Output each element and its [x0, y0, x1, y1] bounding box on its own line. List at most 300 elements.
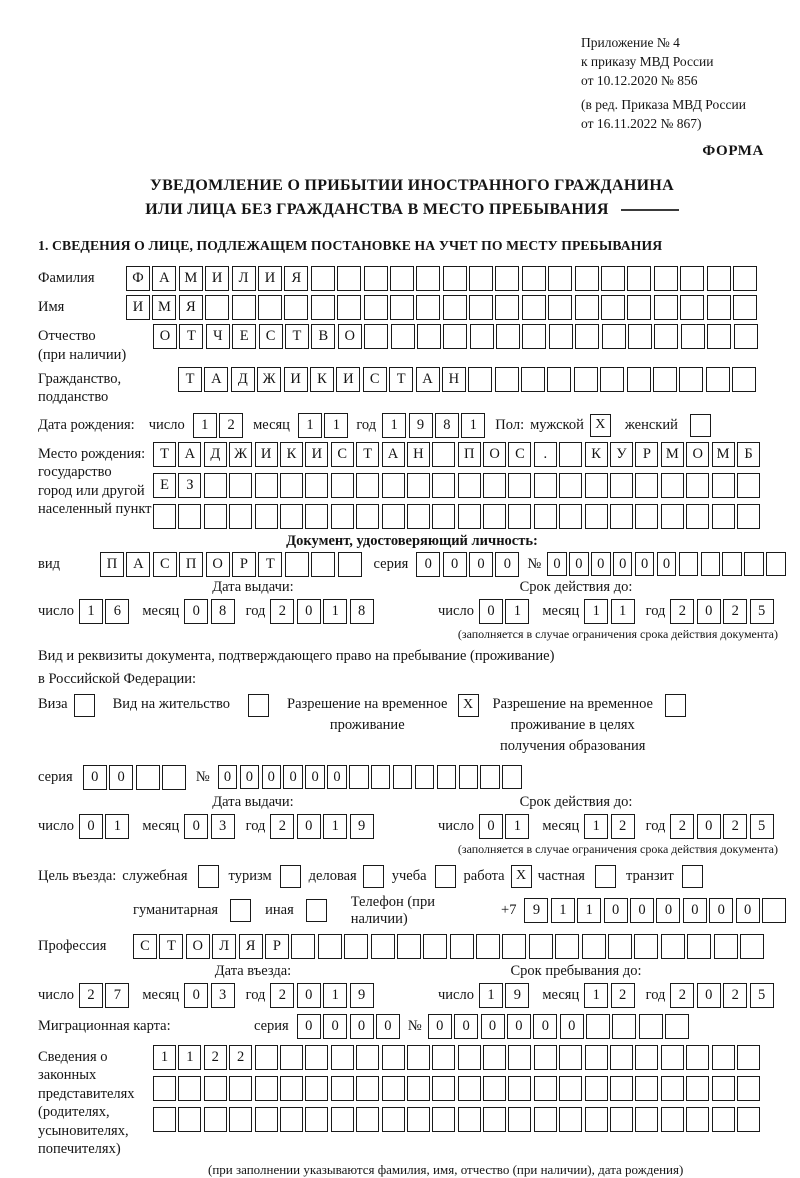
form-cell — [627, 367, 651, 392]
title-underline — [621, 209, 679, 211]
form-cell: 1 — [323, 814, 347, 839]
form-cell: М — [712, 442, 735, 467]
form-cell — [737, 504, 760, 529]
form-cell: Т — [389, 367, 413, 392]
form-cell — [635, 1045, 658, 1070]
form-cell — [585, 1045, 608, 1070]
doc-issue-title: Дата выдачи: — [212, 578, 294, 595]
form-cell — [635, 504, 658, 529]
form-cell — [337, 266, 361, 291]
form-cell — [338, 552, 362, 577]
form-cell — [204, 473, 227, 498]
form-cell — [153, 1107, 176, 1132]
residence-issue-col — [38, 794, 412, 857]
form-cell — [459, 765, 479, 789]
entry-year-cells[interactable] — [270, 983, 373, 1008]
firstname-cells[interactable] — [126, 295, 757, 320]
doc-valid-day-cells[interactable] — [479, 599, 529, 624]
form-cell — [458, 504, 481, 529]
citizenship-label-line1: Гражданство, — [38, 370, 122, 387]
form-cell: 2 — [219, 413, 243, 438]
form-cell — [407, 1045, 430, 1070]
form-cell — [280, 473, 303, 498]
form-cell: 2 — [670, 599, 694, 624]
form-cell — [344, 934, 368, 959]
form-cell: С — [508, 442, 531, 467]
form-cell — [291, 934, 315, 959]
form-cell — [661, 504, 684, 529]
visa-label: Виза — [38, 695, 68, 712]
form-cell — [744, 552, 764, 576]
residence-valid-month-cells[interactable] — [584, 814, 634, 839]
day-word: число — [438, 817, 474, 834]
form-cell — [680, 295, 704, 320]
surname-cells[interactable] — [126, 266, 757, 291]
purpose-official-label: служебная — [122, 867, 188, 884]
annex-amendment-line: от 16.11.2022 № 867) — [581, 115, 702, 131]
form-cell — [635, 1107, 658, 1132]
day-word: число — [38, 817, 74, 834]
form-cell — [382, 1076, 405, 1101]
form-cell: 2 — [611, 814, 635, 839]
form-cell — [635, 1076, 658, 1101]
day-word: число — [38, 986, 74, 1003]
birth-year-cells[interactable] — [382, 413, 485, 438]
residence-doc-intro1: Вид и реквизиты документа, подтверждающего право на пребывание (проживание) — [38, 647, 555, 664]
form-cell — [712, 1076, 735, 1101]
form-cell — [229, 1076, 252, 1101]
firstname-row — [38, 295, 786, 320]
birth-place-label-line3: город или другой — [38, 482, 145, 499]
form-cell — [722, 552, 742, 576]
form-cell: П — [179, 552, 203, 577]
entry-month-cells[interactable] — [184, 983, 234, 1008]
form-cell: 2 — [670, 983, 694, 1008]
form-cell: Ж — [229, 442, 252, 467]
residence-permit-label: Вид на жительство — [112, 695, 231, 712]
residence-doc-dates — [38, 794, 786, 857]
form-cell — [305, 504, 328, 529]
form-cell — [665, 1014, 689, 1039]
purpose-tourism-checkbox[interactable] — [280, 865, 301, 888]
form-cell — [305, 1045, 328, 1070]
form-cell: 1 — [323, 599, 347, 624]
form-cell: 0 — [184, 814, 208, 839]
representatives-label-line6: попечителях) — [38, 1141, 121, 1158]
residence-valid-title: Срок действия до: — [519, 793, 633, 810]
form-cell: Т — [285, 324, 309, 349]
form-cell: 0 — [184, 599, 208, 624]
form-cell — [458, 1107, 481, 1132]
form-cell — [559, 473, 582, 498]
form-cell — [356, 1045, 379, 1070]
form-cell — [331, 473, 354, 498]
purpose-other-checkbox[interactable] — [306, 899, 327, 922]
form-cell: 1 — [461, 413, 485, 438]
rvp-checkbox[interactable]: X — [458, 694, 479, 717]
rvp-education-checkbox[interactable] — [665, 694, 686, 717]
form-cell — [258, 295, 282, 320]
migration-number-cells[interactable] — [428, 1014, 690, 1039]
form-cell — [476, 934, 500, 959]
form-cell — [280, 1076, 303, 1101]
representatives-cells-block — [153, 1045, 760, 1132]
purpose-private-label: частная — [537, 867, 585, 884]
form-cell — [635, 473, 658, 498]
form-cell: 0 — [83, 765, 107, 790]
form-cell: Р — [635, 442, 658, 467]
form-cell: Я — [179, 295, 203, 320]
residence-valid-note: (заполняется в случае ограничения срока действия документа) — [457, 841, 778, 856]
form-cell — [575, 324, 599, 349]
form-cell — [443, 266, 467, 291]
form-cell — [178, 1076, 201, 1101]
form-cell — [280, 1045, 303, 1070]
representatives-cells-line2[interactable] — [153, 1076, 760, 1101]
day-word: число — [438, 602, 474, 619]
birth-place-cells-line3[interactable] — [153, 504, 760, 529]
form-cell — [468, 367, 492, 392]
form-cell — [737, 473, 760, 498]
form-cell — [469, 266, 493, 291]
form-cell — [612, 1014, 636, 1039]
entry-day-cells[interactable] — [79, 983, 129, 1008]
form-cell — [407, 1107, 430, 1132]
representatives-cells-line1[interactable] — [153, 1045, 760, 1070]
stay-until-year-cells[interactable] — [670, 983, 773, 1008]
doc-number-cells[interactable] — [547, 552, 785, 576]
form-cell: К — [585, 442, 608, 467]
annex-line: к приказу МВД России — [581, 53, 714, 69]
form-cell — [407, 473, 430, 498]
form-cell — [382, 504, 405, 529]
form-cell: Р — [232, 552, 256, 577]
form-cell — [382, 1045, 405, 1070]
form-cell: И — [305, 442, 328, 467]
purpose-business-checkbox[interactable] — [363, 865, 384, 888]
form-cell — [582, 934, 606, 959]
form-cell: Ж — [257, 367, 281, 392]
rvp-education-label — [493, 694, 653, 757]
form-cell — [601, 295, 625, 320]
form-cell: 9 — [524, 898, 548, 923]
residence-valid-year-cells[interactable] — [670, 814, 773, 839]
form-cell: 9 — [350, 983, 374, 1008]
form-cell: П — [100, 552, 124, 577]
purpose-transit-checkbox[interactable] — [682, 865, 703, 888]
form-cell — [458, 1045, 481, 1070]
form-cell: Я — [239, 934, 263, 959]
form-cell — [153, 1076, 176, 1101]
patronymic-label-line2: (при наличии) — [38, 347, 127, 363]
form-cell: 2 — [204, 1045, 227, 1070]
form-cell: И — [284, 367, 308, 392]
birth-date-label: Дата рождения: — [38, 416, 135, 433]
doc-valid-year-cells[interactable] — [670, 599, 773, 624]
form-cell: 0 — [218, 765, 238, 789]
form-cell — [417, 324, 441, 349]
doc-valid-month-cells[interactable] — [584, 599, 634, 624]
residence-valid-day-cells[interactable] — [479, 814, 529, 839]
form-cell — [432, 1107, 455, 1132]
form-cell: 0 — [305, 765, 325, 789]
birth-place-cells-block — [153, 442, 760, 529]
form-cell — [407, 504, 430, 529]
form-cell: 0 — [479, 814, 503, 839]
form-cell — [575, 295, 599, 320]
form-cell — [610, 1045, 633, 1070]
form-cell: 1 — [79, 599, 103, 624]
form-cell — [661, 1107, 684, 1132]
form-cell — [178, 1107, 201, 1132]
form-cell — [483, 504, 506, 529]
form-cell — [547, 367, 571, 392]
stay-until-title: Срок пребывания до: — [510, 962, 642, 979]
doc-series-cells[interactable] — [416, 552, 519, 577]
form-cell — [450, 934, 474, 959]
form-cell: С — [153, 552, 177, 577]
form-cell: 1 — [298, 413, 322, 438]
form-cell: 0 — [297, 599, 321, 624]
form-cell — [679, 367, 703, 392]
form-cell: 0 — [428, 1014, 452, 1039]
form-cell: 0 — [283, 765, 303, 789]
doc-issue-month-cells[interactable] — [184, 599, 234, 624]
form-cell: 2 — [670, 814, 694, 839]
form-cell: 9 — [409, 413, 433, 438]
form-cell: Т — [356, 442, 379, 467]
entry-dates — [38, 963, 786, 1008]
form-cell: 2 — [270, 983, 294, 1008]
form-cell: М — [152, 295, 176, 320]
form-cell: 0 — [533, 1014, 557, 1039]
patronymic-cells[interactable] — [153, 324, 758, 349]
birth-place-cells-line1[interactable] — [153, 442, 760, 467]
form-cell: Т — [159, 934, 183, 959]
form-cell: 0 — [454, 1014, 478, 1039]
form-cell — [627, 295, 651, 320]
visa-checkbox[interactable] — [74, 694, 95, 717]
form-cell — [707, 295, 731, 320]
form-cell: 0 — [416, 552, 440, 577]
form-cell: Е — [153, 473, 176, 498]
form-cell: Н — [407, 442, 430, 467]
stay-until-col — [412, 963, 786, 1008]
form-cell: 0 — [323, 1014, 347, 1039]
form-cell: 0 — [569, 552, 589, 576]
birth-month-cells[interactable] — [298, 413, 348, 438]
phone-cells[interactable] — [524, 898, 786, 923]
form-cell — [529, 934, 553, 959]
birth-day-cells[interactable] — [193, 413, 243, 438]
doc-issue-day-cells[interactable] — [79, 599, 129, 624]
form-cell: И — [126, 295, 150, 320]
day-word: число — [38, 602, 74, 619]
purpose-work-label: работа — [463, 867, 505, 884]
form-cell: А — [204, 367, 228, 392]
form-cell — [480, 765, 500, 789]
patronymic-row — [38, 324, 786, 364]
form-cell — [458, 473, 481, 498]
purpose-private-checkbox[interactable] — [595, 865, 616, 888]
form-cell: 0 — [376, 1014, 400, 1039]
female-checkbox[interactable] — [690, 414, 711, 437]
form-cell — [311, 552, 335, 577]
form-cell — [382, 473, 405, 498]
citizenship-cells[interactable] — [178, 367, 756, 392]
form-cell — [162, 765, 186, 790]
form-cell — [508, 1076, 531, 1101]
form-cell — [534, 504, 557, 529]
form-cell: Т — [179, 324, 203, 349]
residence-permit-checkbox[interactable] — [248, 694, 269, 717]
annex-amendment-line: (в ред. Приказа МВД России — [581, 96, 746, 112]
purpose-work-checkbox[interactable]: X — [511, 865, 532, 888]
form-cell: С — [259, 324, 283, 349]
purpose-humanitarian-checkbox[interactable] — [230, 899, 251, 922]
birth-place-cells-line2[interactable] — [153, 473, 760, 498]
form-cell: А — [126, 552, 150, 577]
form-cell — [255, 1076, 278, 1101]
form-cell: 1 — [611, 599, 635, 624]
form-cell — [559, 504, 582, 529]
form-cell: А — [416, 367, 440, 392]
year-word: год — [645, 986, 666, 1003]
form-cell: 0 — [262, 765, 282, 789]
form-cell: 0 — [479, 599, 503, 624]
month-word: месяц — [542, 602, 580, 619]
male-checkbox[interactable]: X — [590, 414, 611, 437]
month-word: месяц — [253, 416, 290, 433]
form-cell — [470, 324, 494, 349]
form-cell — [549, 324, 573, 349]
form-cell — [575, 266, 599, 291]
migration-number-label: № — [407, 1017, 422, 1034]
form-cell — [423, 934, 447, 959]
section1-heading: 1. СВЕДЕНИЯ О ЛИЦЕ, ПОДЛЕЖАЩЕМ ПОСТАНОВКЕ НА УЧЕТ ПО МЕСТУ ПРЕБЫВАНИЯ — [38, 238, 663, 254]
rvp-label — [287, 694, 447, 736]
form-cell — [634, 934, 658, 959]
purpose-transit-label: транзит — [625, 867, 674, 884]
form-cell: 1 — [584, 599, 608, 624]
form-cell: 0 — [736, 898, 760, 923]
doc-issue-year-cells[interactable] — [270, 599, 373, 624]
residence-issue-year-cells[interactable] — [270, 814, 373, 839]
form-cell — [305, 1107, 328, 1132]
form-cell: 0 — [604, 898, 628, 923]
form-cell: 5 — [750, 599, 774, 624]
form-cell — [508, 1107, 531, 1132]
form-cell: 8 — [350, 599, 374, 624]
form-cell: З — [178, 473, 201, 498]
form-cell: 9 — [505, 983, 529, 1008]
form-cell: О — [686, 442, 709, 467]
form-cell: 0 — [560, 1014, 584, 1039]
form-cell: 0 — [481, 1014, 505, 1039]
purpose-official-checkbox[interactable] — [198, 865, 219, 888]
representatives-label-line5: усыновителях, — [38, 1122, 129, 1139]
form-cell: 2 — [723, 814, 747, 839]
surname-row — [38, 266, 786, 291]
sex-label: Пол: — [495, 416, 525, 433]
residence-number-cells[interactable] — [218, 765, 522, 789]
form-cell: 1 — [551, 898, 575, 923]
form-cell — [508, 1045, 531, 1070]
representatives-label-line4: (родителях, — [38, 1104, 110, 1121]
year-word: год — [645, 602, 666, 619]
form-cell — [331, 1045, 354, 1070]
form-cell — [548, 295, 572, 320]
form-cell — [496, 324, 520, 349]
form-cell — [432, 473, 455, 498]
form-cell — [311, 295, 335, 320]
form-cell — [574, 367, 598, 392]
doc-issue-col — [38, 579, 412, 642]
doc-number-label: № — [527, 555, 542, 572]
form-cell — [391, 324, 415, 349]
form-cell: А — [382, 442, 405, 467]
residence-issue-day-cells[interactable] — [79, 814, 129, 839]
form-cell: 1 — [577, 898, 601, 923]
form-cell: 2 — [229, 1045, 252, 1070]
form-cell: 0 — [297, 1014, 321, 1039]
entry-date-col — [38, 963, 412, 1008]
residence-issue-month-cells[interactable] — [184, 814, 234, 839]
doc-kind-cells[interactable] — [100, 552, 362, 577]
purpose-study-label: учеба — [391, 867, 427, 884]
form-cell: М — [179, 266, 203, 291]
form-cell — [679, 552, 699, 576]
residence-issue-title: Дата выдачи: — [212, 793, 294, 810]
form-cell — [232, 295, 256, 320]
form-cell — [371, 765, 391, 789]
residence-doc-intro2: в Российской Федерации: — [38, 670, 197, 687]
form-cell: 6 — [105, 599, 129, 624]
form-cell: 1 — [105, 814, 129, 839]
form-cell: И — [205, 266, 229, 291]
form-title-line2: ИЛИ ЛИЦА БЕЗ ГРАЖДАНСТВА В МЕСТО ПРЕБЫВАНИЯ — [145, 201, 609, 219]
stay-until-day-cells[interactable] — [479, 983, 529, 1008]
form-cell — [432, 442, 455, 467]
representatives-cells-line3[interactable] — [153, 1107, 760, 1132]
profession-cells[interactable] — [133, 934, 764, 959]
form-cell: А — [152, 266, 176, 291]
birth-date-row — [38, 413, 786, 438]
purpose-study-checkbox[interactable] — [435, 865, 456, 888]
form-cell: И — [258, 266, 282, 291]
form-cell: Д — [204, 442, 227, 467]
migration-series-cells[interactable] — [297, 1014, 400, 1039]
form-cell — [686, 504, 709, 529]
form-cell — [432, 1076, 455, 1101]
form-cell: 3 — [211, 814, 235, 839]
birth-place-label-line4: населенный пункт — [38, 501, 152, 518]
phone-label: Телефон (при наличии) — [350, 893, 435, 927]
year-word: год — [245, 986, 266, 1003]
form-cell — [443, 324, 467, 349]
residence-series-cells[interactable] — [83, 765, 186, 790]
representatives-note: (при заполнении указываются фамилия, имя, отчество (при наличии), дата рождения) — [208, 1162, 684, 1177]
form-cell — [737, 1107, 760, 1132]
doc-kind-label: вид — [38, 555, 60, 572]
form-cell: Л — [212, 934, 236, 959]
doc-valid-title: Срок действия до: — [519, 578, 633, 595]
stay-until-month-cells[interactable] — [584, 983, 634, 1008]
form-cell — [432, 504, 455, 529]
form-cell — [585, 1107, 608, 1132]
residence-doc-options — [38, 694, 786, 757]
form-cell: 0 — [469, 552, 493, 577]
